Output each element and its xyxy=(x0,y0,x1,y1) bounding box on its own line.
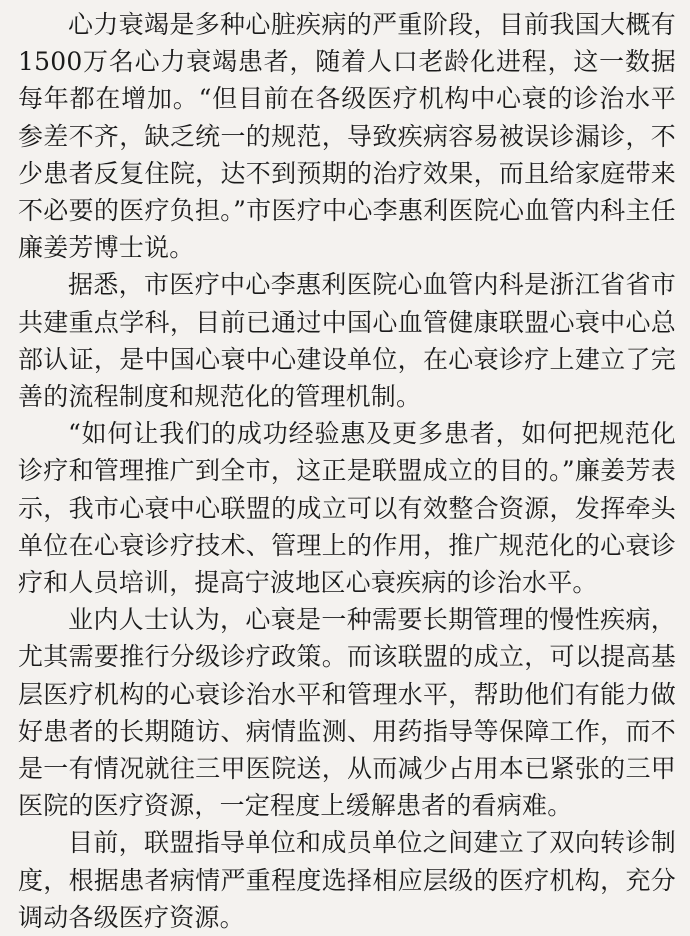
paragraph-tiered-care: 业内人士认为，心衰是一种需要长期管理的慢性疾病，尤其需要推行分级诊疗政策。而该联盟的成立，可以提高基层医疗机构的心衰诊治水平和管理水平，帮助他们有能力做好患者的长期随访、病情监测、用药指导等保障工作，而不是一有情况就往三甲医院送，从而减少占用本已紧张的三甲医院的医疗资源，一定程度上缓解患者的看病难。 xyxy=(18,605,676,821)
paragraph-department: 据悉，市医疗中心李惠利医院心血管内科是浙江省省市共建重点学科，目前已通过中国心血管健康联盟心衰中心总部认证，是中国心衰中心建设单位，在心衰诊疗上建立了完善的流程制度和规范化的管理机制。 xyxy=(18,270,676,412)
paragraph-alliance-purpose: “如何让我们的成功经验惠及更多患者，如何把规范化诊疗和管理推广到全市，这正是联盟成立的目的。”廉姜芳表示，我市心衰中心联盟的成立可以有效整合资源，发挥牵头单位在心衰诊疗技术、管理上的作用，推广规范化的心衰诊疗和人员培训，提高宁波地区心衰疾病的诊治水平。 xyxy=(18,419,676,598)
paragraph-referral-system: 目前，联盟指导单位和成员单位之间建立了双向转诊制度，根据患者病情严重程度选择相应层级的医疗机构，充分调动各级医疗资源。 xyxy=(18,828,676,932)
paragraph-intro: 心力衰竭是多种心脏疾病的严重阶段，目前我国大概有1500万名心力衰竭患者，随着人口老龄化进程，这一数据每年都在增加。“但目前在各级医疗机构中心衰的诊治水平参差不齐，缺乏统一的规范，导致疾病容易被误诊漏诊，不少患者反复住院，达不到预期的治疗效果，而且给家庭带来不必要的医疗负担。”市医疗中心李惠利医院心血管内科主任廉姜芳博士说。 xyxy=(18,10,676,263)
